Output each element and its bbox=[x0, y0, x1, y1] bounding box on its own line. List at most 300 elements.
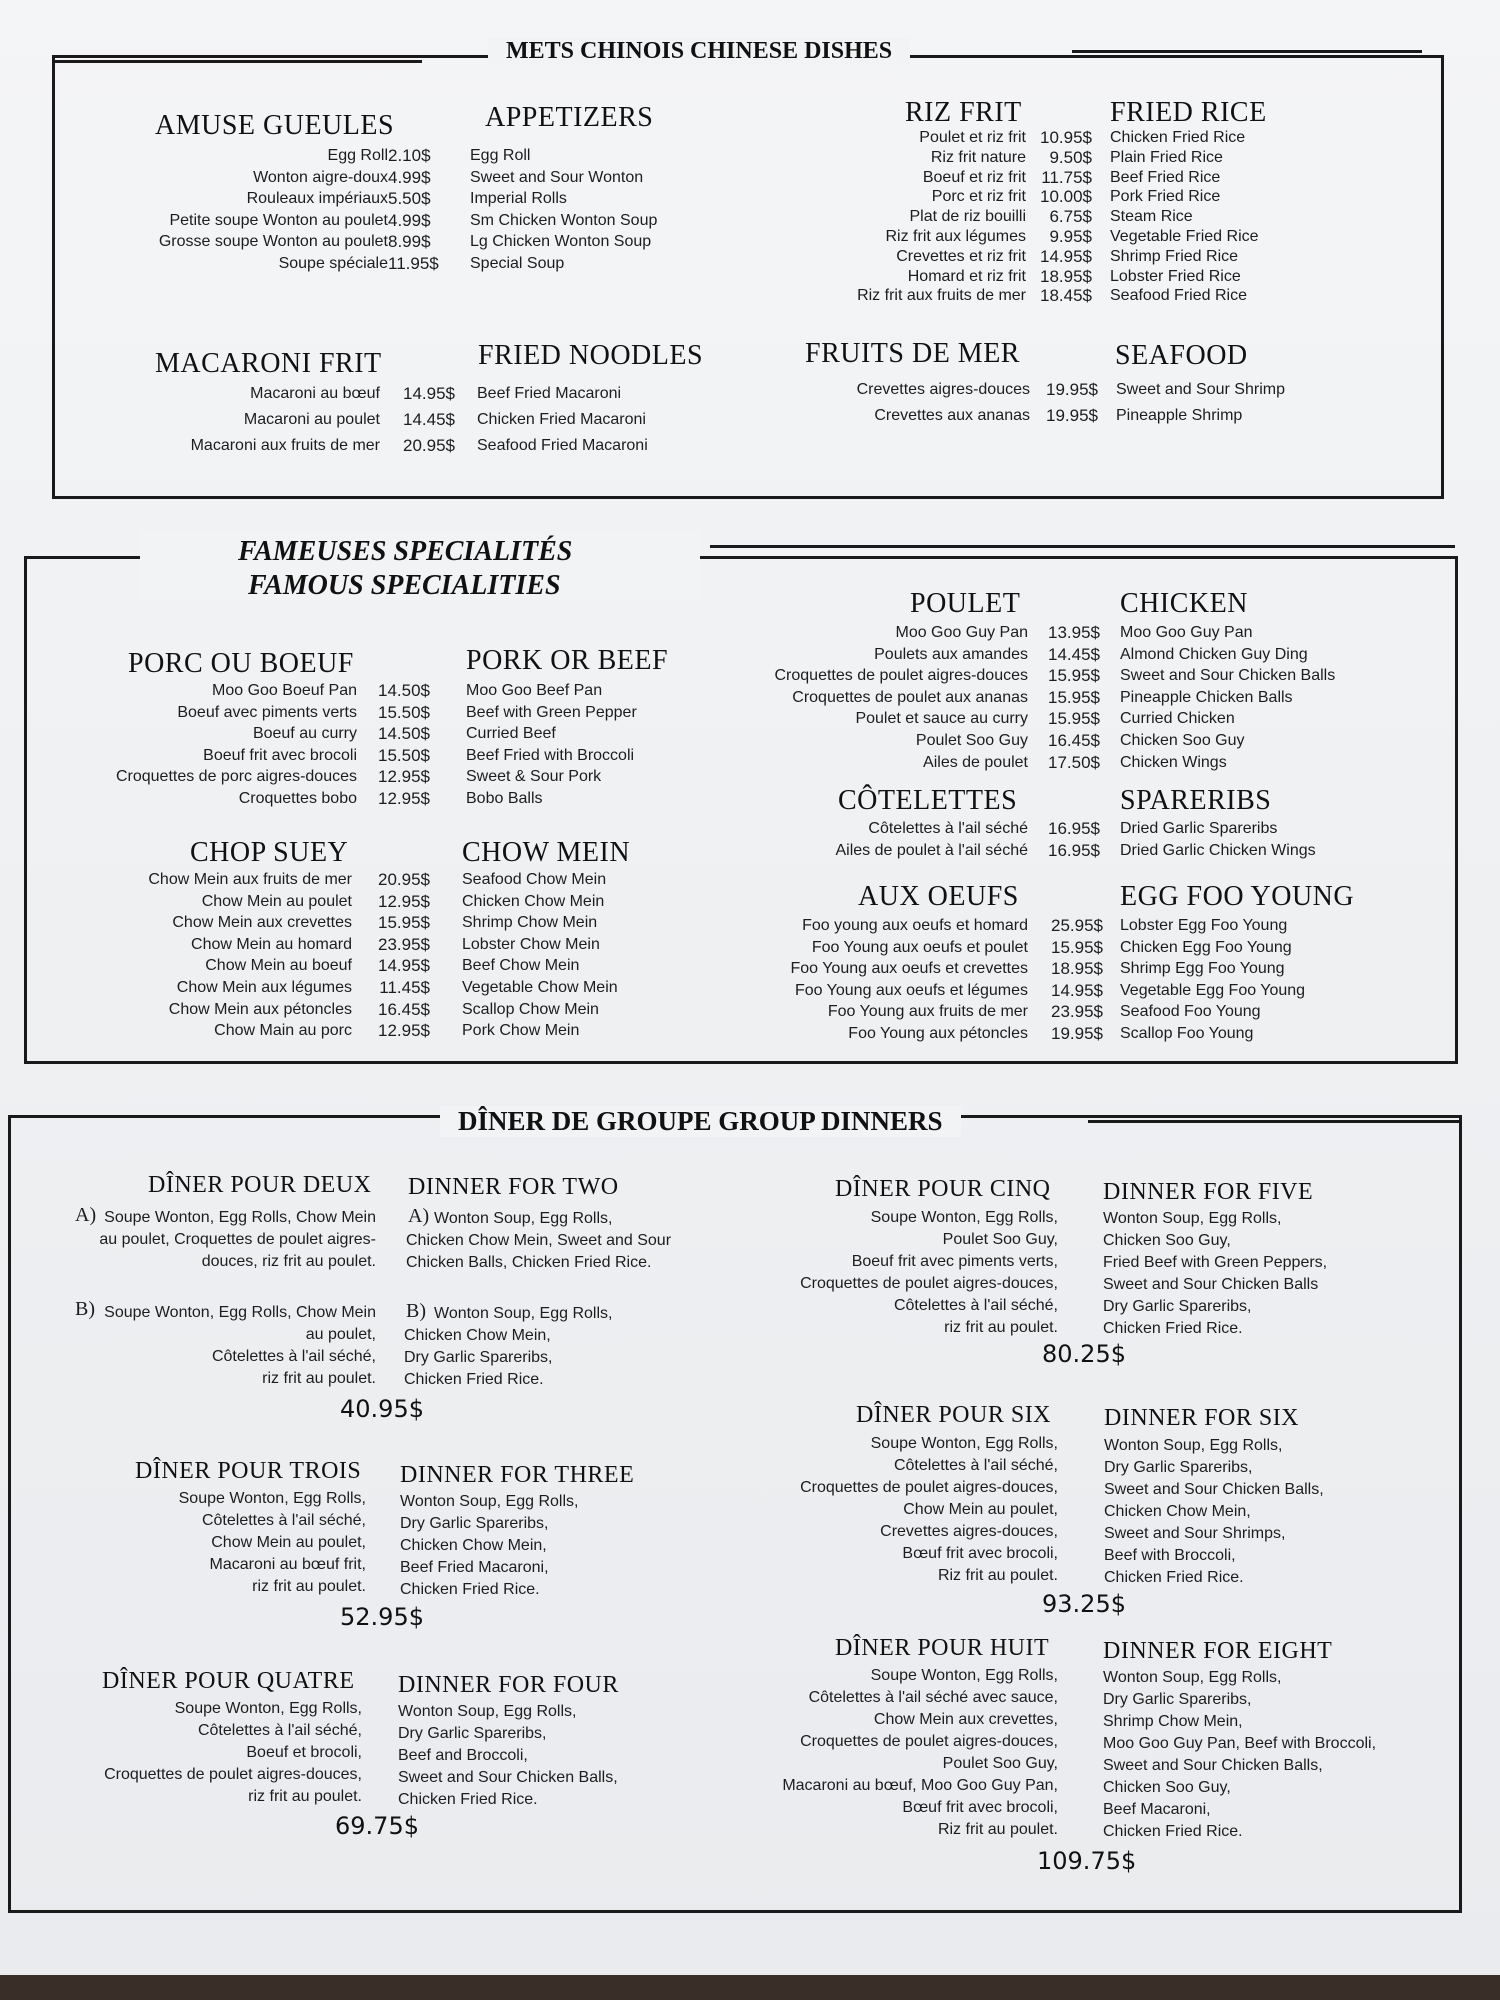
specialities-title-fr: FAMEUSES SPECIALITÉS bbox=[238, 536, 573, 567]
dinner-line: Boeuf frit avec piments verts, bbox=[851, 1253, 1058, 1270]
dinner-three-en-title: DINNER FOR THREE bbox=[400, 1462, 635, 1488]
menu-item-row bbox=[0, 752, 1400, 774]
item-name-fr: Chow Mein aux crevettes bbox=[172, 914, 352, 932]
dinner-line: Macaroni au bœuf frit, bbox=[209, 1556, 366, 1573]
item-price: 18.95$ bbox=[1051, 959, 1103, 979]
option-b-label: B) bbox=[75, 1298, 95, 1320]
spareribs-list bbox=[0, 818, 1400, 861]
dinner-line: Chicken Soo Guy, bbox=[1103, 1232, 1231, 1249]
dinner-line: Côtelettes à l'ail séché, bbox=[211, 1348, 376, 1365]
item-name-fr: Macaroni aux fruits de mer bbox=[190, 437, 380, 454]
item-name-fr: Rouleaux impériaux bbox=[246, 190, 388, 208]
item-name-fr: Foo Young aux fruits de mer bbox=[827, 1003, 1028, 1021]
dinner-line: Sweet and Sour Shrimps, bbox=[1104, 1525, 1286, 1542]
item-name-fr: Poulets aux amandes bbox=[874, 645, 1028, 663]
title-rule-right bbox=[1072, 50, 1422, 53]
item-price: 23.95$ bbox=[378, 934, 430, 954]
dinner-two-en-title: DINNER FOR TWO bbox=[408, 1174, 619, 1200]
fried-noodles-en-title: FRIED NOODLES bbox=[478, 340, 704, 371]
item-name-en: Almond Chicken Guy Ding bbox=[1120, 645, 1308, 663]
dinner-three-price: 52.95$ bbox=[340, 1603, 424, 1631]
item-name-fr: Boeuf au curry bbox=[252, 725, 357, 743]
item-name-en: Bobo Balls bbox=[466, 789, 543, 807]
item-name-en: Curried Beef bbox=[466, 725, 556, 743]
item-name-en: Steam Rice bbox=[1110, 208, 1193, 226]
menu-item-row bbox=[0, 730, 1400, 752]
item-price: 11.45$ bbox=[379, 977, 430, 997]
dinner-line: Beef Macaroni, bbox=[1103, 1801, 1211, 1818]
dinner-line: Soupe Wonton, Egg Rolls, bbox=[870, 1209, 1058, 1226]
dinner-line: Sweet and Sour Chicken Balls bbox=[1103, 1276, 1319, 1293]
dinner-four-en bbox=[398, 1701, 618, 1811]
dinner-line: Chicken Fried Rice. bbox=[404, 1371, 544, 1388]
menu-item-row bbox=[0, 207, 1400, 227]
menu-item-row bbox=[0, 187, 1400, 207]
dinner-line: Shrimp Chow Mein, bbox=[1103, 1713, 1243, 1730]
item-price: 19.95$ bbox=[1046, 380, 1098, 399]
dinner-five-en-title: DINNER FOR FIVE bbox=[1103, 1179, 1314, 1205]
dinner-line: Chicken Chow Mein, Sweet and Sour bbox=[406, 1232, 672, 1249]
dinner-four-fr-title: DÎNER POUR QUATRE bbox=[102, 1668, 355, 1694]
item-price: 10.95$ bbox=[1040, 128, 1092, 147]
dinner-six-price: 93.25$ bbox=[1042, 1590, 1126, 1618]
appetizers-en-title: APPETIZERS bbox=[485, 102, 654, 133]
item-name-en: Pork Fried Rice bbox=[1110, 188, 1221, 206]
dinner-line: Côtelettes à l'ail séché avec sauce, bbox=[808, 1689, 1058, 1706]
item-price: 15.95$ bbox=[1051, 937, 1103, 957]
menu-item-row bbox=[0, 128, 1400, 148]
dinner-line: Soupe Wonton, Egg Rolls, bbox=[174, 1700, 362, 1717]
item-name-fr: Riz frit aux fruits de mer bbox=[857, 287, 1026, 305]
item-name-en: Seafood Fried Macaroni bbox=[477, 437, 648, 454]
item-name-en: Sweet and Sour Wonton bbox=[470, 168, 644, 186]
dinner-line: Riz frit au poulet. bbox=[937, 1567, 1058, 1584]
item-price: 16.95$ bbox=[1048, 819, 1100, 838]
dinner-line: douces, riz frit au poulet. bbox=[201, 1253, 376, 1270]
item-price: 14.45$ bbox=[1048, 644, 1100, 664]
dinner-line: Sweet and Sour Chicken Balls, bbox=[1103, 1757, 1323, 1774]
dinner-six-en bbox=[1104, 1435, 1324, 1589]
item-name-fr: Boeuf frit avec brocoli bbox=[203, 746, 357, 764]
chow-mein-en-title: CHOW MEIN bbox=[462, 837, 631, 868]
item-name-en: Shrimp Fried Rice bbox=[1110, 247, 1239, 265]
menu-item-row bbox=[0, 286, 1400, 306]
dinner-six-fr bbox=[800, 1433, 1058, 1587]
dinner-line: Chicken Chow Mein, bbox=[404, 1327, 551, 1344]
item-name-fr: Croquettes de poulet aux ananas bbox=[792, 688, 1028, 706]
menu-item-row bbox=[0, 869, 900, 891]
item-price: 16.95$ bbox=[1048, 840, 1100, 860]
menu-item-row bbox=[0, 1001, 1400, 1023]
dinner-line: Chicken Balls, Chicken Fried Rice. bbox=[406, 1254, 652, 1271]
dinner-two-fr-title: DÎNER POUR DEUX bbox=[148, 1172, 372, 1198]
item-name-fr: Foo Young aux pétoncles bbox=[848, 1024, 1028, 1042]
item-name-fr: Plat de riz bouilli bbox=[909, 208, 1026, 226]
dinner-line: Soupe Wonton, Egg Rolls, bbox=[870, 1667, 1058, 1684]
dinner-line: Beef and Broccoli, bbox=[398, 1747, 528, 1764]
dinner-line: Chicken Chow Mein, bbox=[1104, 1503, 1251, 1520]
dinner-eight-price: 109.75$ bbox=[1037, 1847, 1137, 1875]
item-price: 15.95$ bbox=[1048, 709, 1100, 729]
item-name-en: Chicken Chow Mein bbox=[462, 892, 605, 910]
item-name-fr: Chow Mein au homard bbox=[191, 935, 352, 953]
item-price: 18.95$ bbox=[1040, 266, 1092, 286]
item-name-fr: Chow Mein aux pétoncles bbox=[168, 1000, 352, 1018]
item-name-fr: Foo Young aux oeufs et poulet bbox=[811, 938, 1028, 956]
dinner-line: Croquettes de poulet aigres-douces, bbox=[800, 1275, 1058, 1292]
item-name-fr: Homard et riz frit bbox=[907, 267, 1026, 285]
item-price: 12.95$ bbox=[378, 1021, 430, 1041]
menu-item-row bbox=[0, 818, 1400, 840]
dinner-three-fr bbox=[179, 1488, 366, 1598]
item-name-en: Special Soup bbox=[470, 254, 565, 272]
item-name-fr: Croquettes de poulet aigres-douces bbox=[774, 667, 1028, 685]
dinner-line: Dry Garlic Spareribs, bbox=[404, 1349, 553, 1366]
dinner-line: riz frit au poulet. bbox=[944, 1319, 1058, 1336]
dinner-two-b-fr bbox=[104, 1302, 376, 1390]
item-name-en: Curried Chicken bbox=[1120, 710, 1235, 728]
dinner-line: Dry Garlic Spareribs, bbox=[1103, 1298, 1252, 1315]
egg-foo-young-list bbox=[0, 915, 1400, 1045]
item-price: 12.95$ bbox=[378, 788, 430, 808]
dinner-line: Crevettes aigres-douces, bbox=[880, 1523, 1058, 1540]
item-price: 18.45$ bbox=[1040, 286, 1092, 306]
dinner-line: Poulet Soo Guy, bbox=[942, 1231, 1058, 1248]
item-name-fr: Chow Mein aux légumes bbox=[176, 978, 352, 996]
dinner-line: Wonton Soup, Egg Rolls, bbox=[1103, 1210, 1282, 1227]
dinner-line: Beef Fried Macaroni, bbox=[400, 1559, 549, 1576]
dinner-line: Croquettes de poulet aigres-douces, bbox=[800, 1479, 1058, 1496]
item-price: 11.75$ bbox=[1041, 167, 1092, 187]
item-name-en: Sm Chicken Wonton Soup bbox=[470, 211, 658, 229]
item-name-en: Dried Garlic Chicken Wings bbox=[1120, 841, 1316, 859]
dinner-two-b-label bbox=[75, 1298, 95, 1322]
dinner-line: Chicken Chow Mein, bbox=[400, 1537, 547, 1554]
dinner-line: Wonton Soup, Egg Rolls, bbox=[1104, 1437, 1283, 1454]
item-name-en: Seafood Foo Young bbox=[1120, 1003, 1261, 1021]
menu-item-row bbox=[0, 227, 1400, 247]
item-name-en: Chicken Fried Rice bbox=[1110, 129, 1246, 146]
item-price: 9.50$ bbox=[1049, 147, 1092, 167]
chicken-list bbox=[0, 622, 1400, 773]
chow-mein-fr-title: CHOP SUEY bbox=[190, 837, 349, 868]
dinner-line: Riz frit au poulet. bbox=[937, 1821, 1058, 1838]
dinner-line: Chow Mein au poulet, bbox=[211, 1534, 366, 1551]
item-price: 8.99$ bbox=[388, 232, 431, 252]
dinner-line: Côtelettes à l'ail séché, bbox=[893, 1297, 1058, 1314]
item-price: 12.95$ bbox=[378, 767, 430, 787]
item-name-fr: Foo Young aux oeufs et légumes bbox=[794, 981, 1028, 999]
dinner-line: Beef with Broccoli, bbox=[1104, 1547, 1236, 1564]
item-name-en: Pork Chow Mein bbox=[462, 1022, 580, 1040]
menu-item-row bbox=[0, 840, 1400, 862]
item-name-fr: Côtelettes à l'ail séché bbox=[868, 820, 1028, 837]
dinner-line: riz frit au poulet. bbox=[252, 1578, 366, 1595]
dinner-two-b-en bbox=[404, 1303, 612, 1391]
menu-item-row bbox=[0, 958, 1400, 980]
item-name-en: Moo Goo Guy Pan bbox=[1120, 624, 1253, 641]
spec-rule-right bbox=[710, 545, 1455, 548]
menu-item-row bbox=[0, 788, 900, 810]
fried-noodles-fr-title: MACARONI FRIT bbox=[155, 348, 382, 379]
dinner-line: Dry Garlic Spareribs, bbox=[398, 1725, 547, 1742]
item-name-en: Chicken Wings bbox=[1120, 753, 1227, 771]
item-name-en: Moo Goo Beef Pan bbox=[466, 682, 603, 699]
dinner-two-price: 40.95$ bbox=[340, 1395, 424, 1423]
dinner-three-en bbox=[400, 1491, 578, 1601]
item-price: 12.95$ bbox=[378, 891, 430, 911]
item-price: 25.95$ bbox=[1051, 916, 1103, 935]
item-name-en: Pineapple Shrimp bbox=[1116, 407, 1243, 424]
chicken-en-title: CHICKEN bbox=[1120, 588, 1248, 619]
item-name-en: Lobster Egg Foo Young bbox=[1120, 917, 1288, 934]
item-name-fr: Macaroni au bœuf bbox=[250, 385, 380, 402]
menu-item-row bbox=[0, 168, 1400, 188]
item-name-fr: Croquettes bobo bbox=[238, 789, 357, 807]
dinner-eight-fr-title: DÎNER POUR HUIT bbox=[835, 1635, 1050, 1661]
item-name-en: Scallop Foo Young bbox=[1120, 1024, 1254, 1042]
item-name-en: Seafood Fried Rice bbox=[1110, 287, 1247, 305]
item-name-fr: Moo Goo Guy Pan bbox=[895, 624, 1028, 641]
dinner-eight-en-title: DINNER FOR EIGHT bbox=[1103, 1638, 1333, 1664]
item-name-fr: Riz frit aux légumes bbox=[885, 227, 1026, 245]
item-price: 16.45$ bbox=[378, 999, 430, 1019]
dinner-three-fr-title: DÎNER POUR TROIS bbox=[135, 1458, 362, 1484]
menu-item-row bbox=[0, 665, 1400, 687]
item-price: 2.10$ bbox=[388, 146, 431, 165]
item-price: 14.50$ bbox=[378, 724, 430, 744]
item-name-en: Shrimp Egg Foo Young bbox=[1120, 960, 1285, 978]
dinner-line: Macaroni au bœuf, Moo Goo Guy Pan, bbox=[782, 1777, 1058, 1794]
item-name-en: Dried Garlic Spareribs bbox=[1120, 820, 1278, 837]
item-name-en: Pineapple Chicken Balls bbox=[1120, 688, 1293, 706]
dinner-two-a-en bbox=[406, 1208, 671, 1274]
item-name-fr: Chow Mein au boeuf bbox=[205, 957, 352, 975]
item-price: 9.95$ bbox=[1049, 226, 1092, 246]
dinner-eight-fr bbox=[782, 1665, 1058, 1841]
item-name-fr: Foo Young aux oeufs et crevettes bbox=[790, 960, 1028, 978]
item-name-fr: Egg Roll bbox=[327, 147, 388, 164]
item-name-fr: Poulet et riz frit bbox=[919, 129, 1026, 146]
seafood-en-title: SEAFOOD bbox=[1115, 340, 1248, 371]
item-price: 15.95$ bbox=[1048, 687, 1100, 707]
item-name-fr: Boeuf et riz frit bbox=[922, 168, 1026, 186]
item-name-en: Beef Chow Mein bbox=[462, 957, 580, 975]
dinner-line: riz frit au poulet. bbox=[248, 1788, 362, 1805]
item-name-en: Lg Chicken Wonton Soup bbox=[470, 233, 652, 251]
item-name-en: Beef Fried Rice bbox=[1110, 168, 1221, 186]
item-price: 20.95$ bbox=[378, 870, 430, 889]
dinner-line: Wonton Soup, Egg Rolls, bbox=[434, 1305, 613, 1322]
appetizers-fr-title: AMUSE GUEULES bbox=[155, 110, 395, 141]
item-name-en: Lobster Fried Rice bbox=[1110, 267, 1241, 285]
dinner-line: Chow Mein aux crevettes, bbox=[873, 1711, 1058, 1728]
item-name-fr: Ailes de poulet à l'ail séché bbox=[835, 841, 1028, 859]
seafood-fr-title: FRUITS DE MER bbox=[805, 338, 1020, 369]
item-name-fr: Boeuf avec piments verts bbox=[177, 703, 357, 721]
menu-item-row bbox=[0, 937, 1400, 959]
dinner-line: Dry Garlic Spareribs, bbox=[1103, 1691, 1252, 1708]
item-name-fr: Petite soupe Wonton au poulet bbox=[169, 211, 388, 229]
item-name-fr: Macaroni au poulet bbox=[243, 411, 380, 428]
menu-item-row bbox=[0, 687, 1400, 709]
dinner-line: Dry Garlic Spareribs, bbox=[1104, 1459, 1253, 1476]
option-b-en-label: B) bbox=[406, 1300, 426, 1322]
item-name-en: Sweet and Sour Chicken Balls bbox=[1120, 667, 1336, 685]
dinner-line: Fried Beef with Green Peppers, bbox=[1103, 1254, 1328, 1271]
chinese-dishes-title: METS CHINOIS CHINESE DISHES bbox=[488, 38, 910, 65]
egg-foo-young-fr-title: AUX OEUFS bbox=[858, 881, 1019, 912]
item-name-fr: Wonton aigre-doux bbox=[253, 168, 388, 186]
item-name-fr: Crevettes et riz frit bbox=[896, 247, 1026, 265]
item-name-en: Vegetable Egg Foo Young bbox=[1120, 981, 1306, 999]
chicken-fr-title: POULET bbox=[910, 588, 1021, 619]
item-name-fr: Crevettes aigres-douces bbox=[856, 381, 1030, 398]
dinner-line: Dry Garlic Spareribs, bbox=[400, 1515, 549, 1532]
pork-beef-en-title: PORK OR BEEF bbox=[466, 645, 669, 676]
item-price: 4.99$ bbox=[388, 167, 431, 187]
menu-item-row bbox=[0, 403, 1400, 429]
item-price: 19.95$ bbox=[1046, 406, 1098, 425]
item-name-fr: Riz frit nature bbox=[930, 148, 1026, 166]
dinner-line: Croquettes de poulet aigres-douces, bbox=[104, 1766, 362, 1783]
item-name-fr: Crevettes aux ananas bbox=[874, 407, 1030, 424]
menu-item-row bbox=[0, 1023, 1400, 1045]
item-name-fr: Grosse soupe Wonton au poulet bbox=[158, 233, 388, 251]
dinner-five-fr-title: DÎNER POUR CINQ bbox=[835, 1176, 1051, 1202]
dinner-line: Chicken Fried Rice. bbox=[1104, 1569, 1244, 1586]
item-name-fr: Soupe spéciale bbox=[278, 254, 388, 272]
dinner-six-en-title: DINNER FOR SIX bbox=[1104, 1405, 1300, 1431]
item-name-en: Plain Fried Rice bbox=[1110, 148, 1223, 166]
dinner-four-price: 69.75$ bbox=[335, 1812, 419, 1840]
item-name-fr: Chow Mein aux fruits de mer bbox=[148, 871, 352, 888]
dinner-line: Wonton Soup, Egg Rolls, bbox=[434, 1210, 613, 1227]
item-price: 23.95$ bbox=[1051, 1002, 1103, 1022]
item-price: 15.50$ bbox=[378, 702, 430, 722]
item-name-en: Egg Roll bbox=[470, 147, 531, 164]
dinner-line: Moo Goo Guy Pan, Beef with Broccoli, bbox=[1103, 1735, 1377, 1752]
title-rule-left bbox=[52, 60, 422, 63]
item-name-en: Vegetable Fried Rice bbox=[1110, 227, 1259, 245]
item-name-en: Imperial Rolls bbox=[470, 190, 567, 208]
dinner-line: Croquettes de poulet aigres-douces, bbox=[800, 1733, 1058, 1750]
dinner-line: Chicken Fried Rice. bbox=[1103, 1320, 1243, 1337]
dinner-line: Sweet and Sour Chicken Balls, bbox=[1104, 1481, 1324, 1498]
item-name-en: Lobster Chow Mein bbox=[462, 935, 600, 953]
item-name-en: Beef Fried Macaroni bbox=[477, 385, 622, 402]
item-price: 14.95$ bbox=[1051, 980, 1103, 1000]
dinner-line: Chicken Fried Rice. bbox=[1103, 1823, 1243, 1840]
dinner-line: Wonton Soup, Egg Rolls, bbox=[1103, 1669, 1282, 1686]
menu-item-row bbox=[0, 148, 1400, 168]
dinner-line: Bœuf frit avec brocoli, bbox=[902, 1799, 1058, 1816]
dinner-line: Chicken Fried Rice. bbox=[398, 1791, 538, 1808]
item-price: 11.95$ bbox=[388, 253, 439, 273]
dinner-line: Chicken Soo Guy, bbox=[1103, 1779, 1231, 1796]
item-name-fr: Ailes de poulet bbox=[923, 753, 1028, 771]
menu-item-row bbox=[0, 622, 1400, 644]
item-name-en: Shrimp Chow Mein bbox=[462, 914, 598, 932]
option-a-en-label: A) bbox=[408, 1205, 430, 1227]
menu-item-row bbox=[0, 708, 1400, 730]
item-name-fr: Chow Mein au poulet bbox=[201, 892, 352, 910]
dinner-line: Côtelettes à l'ail séché, bbox=[893, 1457, 1058, 1474]
item-name-en: Sweet & Sour Pork bbox=[466, 768, 602, 786]
dinner-four-fr bbox=[104, 1698, 362, 1808]
dinner-line: Soupe Wonton, Egg Rolls, Chow Mein bbox=[104, 1304, 376, 1321]
menu-item-row bbox=[0, 891, 900, 913]
dinner-line: Chow Mein au poulet, bbox=[903, 1501, 1058, 1518]
item-price: 15.95$ bbox=[1048, 666, 1100, 686]
pork-beef-fr-title: PORC OU BOEUF bbox=[128, 648, 354, 679]
dinner-line: Wonton Soup, Egg Rolls, bbox=[398, 1703, 577, 1720]
spareribs-en-title: SPARERIBS bbox=[1120, 785, 1272, 816]
item-name-en: Scallop Chow Mein bbox=[462, 1000, 599, 1018]
dinner-line: Boeuf et brocoli, bbox=[246, 1744, 362, 1761]
item-price: 4.99$ bbox=[388, 210, 431, 230]
item-price: 14.50$ bbox=[378, 681, 430, 700]
dinner-line: au poulet, Croquettes de poulet aigres- bbox=[99, 1231, 376, 1248]
dinner-eight-en bbox=[1103, 1667, 1376, 1843]
fried-rice-en-title: FRIED RICE bbox=[1110, 97, 1267, 128]
item-price: 14.95$ bbox=[378, 956, 430, 976]
item-name-en: Beef with Green Pepper bbox=[466, 703, 637, 721]
dinner-two-a-fr bbox=[99, 1207, 376, 1273]
menu-item-row bbox=[0, 980, 1400, 1002]
item-price: 16.45$ bbox=[1048, 730, 1100, 750]
dinner-six-fr-title: DÎNER POUR SIX bbox=[856, 1402, 1052, 1428]
item-name-fr: Croquettes de porc aigres-douces bbox=[115, 768, 357, 786]
item-price: 5.50$ bbox=[388, 189, 431, 209]
item-price: 17.50$ bbox=[1048, 752, 1100, 772]
dinner-line: Soupe Wonton, Egg Rolls, Chow Mein bbox=[104, 1209, 376, 1226]
item-name-en: Chicken Egg Foo Young bbox=[1120, 938, 1292, 956]
item-name-fr: Porc et riz frit bbox=[931, 188, 1026, 206]
item-name-en: Vegetable Chow Mein bbox=[462, 978, 618, 996]
menu-item-row bbox=[0, 644, 1400, 666]
fried-rice-fr-title: RIZ FRIT bbox=[905, 97, 1022, 128]
item-price: 19.95$ bbox=[1051, 1023, 1103, 1043]
dinner-five-fr bbox=[800, 1207, 1058, 1339]
item-price: 15.50$ bbox=[378, 745, 430, 765]
spareribs-fr-title: CÔTELETTES bbox=[838, 785, 1018, 816]
item-price: 15.95$ bbox=[378, 913, 430, 933]
item-name-en: Seafood Chow Mein bbox=[462, 871, 607, 888]
item-name-fr: Moo Goo Boeuf Pan bbox=[212, 682, 357, 699]
dinner-line: Côtelettes à l'ail séché, bbox=[201, 1512, 366, 1529]
menu-item-row bbox=[0, 433, 900, 459]
group-dinners-title: DÎNER DE GROUPE GROUP DINNERS bbox=[440, 1106, 961, 1137]
menu-item-row bbox=[0, 267, 1400, 287]
dinner-line: riz frit au poulet. bbox=[262, 1370, 376, 1387]
item-price: 13.95$ bbox=[1048, 623, 1100, 642]
item-price: 6.75$ bbox=[1049, 207, 1092, 227]
dinner-line: Soupe Wonton, Egg Rolls, bbox=[178, 1490, 366, 1507]
dinner-five-price: 80.25$ bbox=[1042, 1340, 1126, 1368]
option-a-label: A) bbox=[75, 1204, 97, 1226]
item-name-en: Chicken Fried Macaroni bbox=[477, 411, 646, 428]
item-price: 14.95$ bbox=[1040, 246, 1092, 266]
egg-foo-young-en-title: EGG FOO YOUNG bbox=[1120, 881, 1355, 912]
item-price: 14.95$ bbox=[403, 384, 455, 403]
dinner-line: Sweet and Sour Chicken Balls, bbox=[398, 1769, 618, 1786]
item-price: 20.95$ bbox=[403, 436, 455, 455]
group-rule-right bbox=[1088, 1120, 1460, 1123]
item-name-fr: Chow Main au porc bbox=[214, 1022, 352, 1040]
fried-rice-list bbox=[0, 128, 1400, 306]
item-name-en: Chicken Soo Guy bbox=[1120, 731, 1245, 749]
